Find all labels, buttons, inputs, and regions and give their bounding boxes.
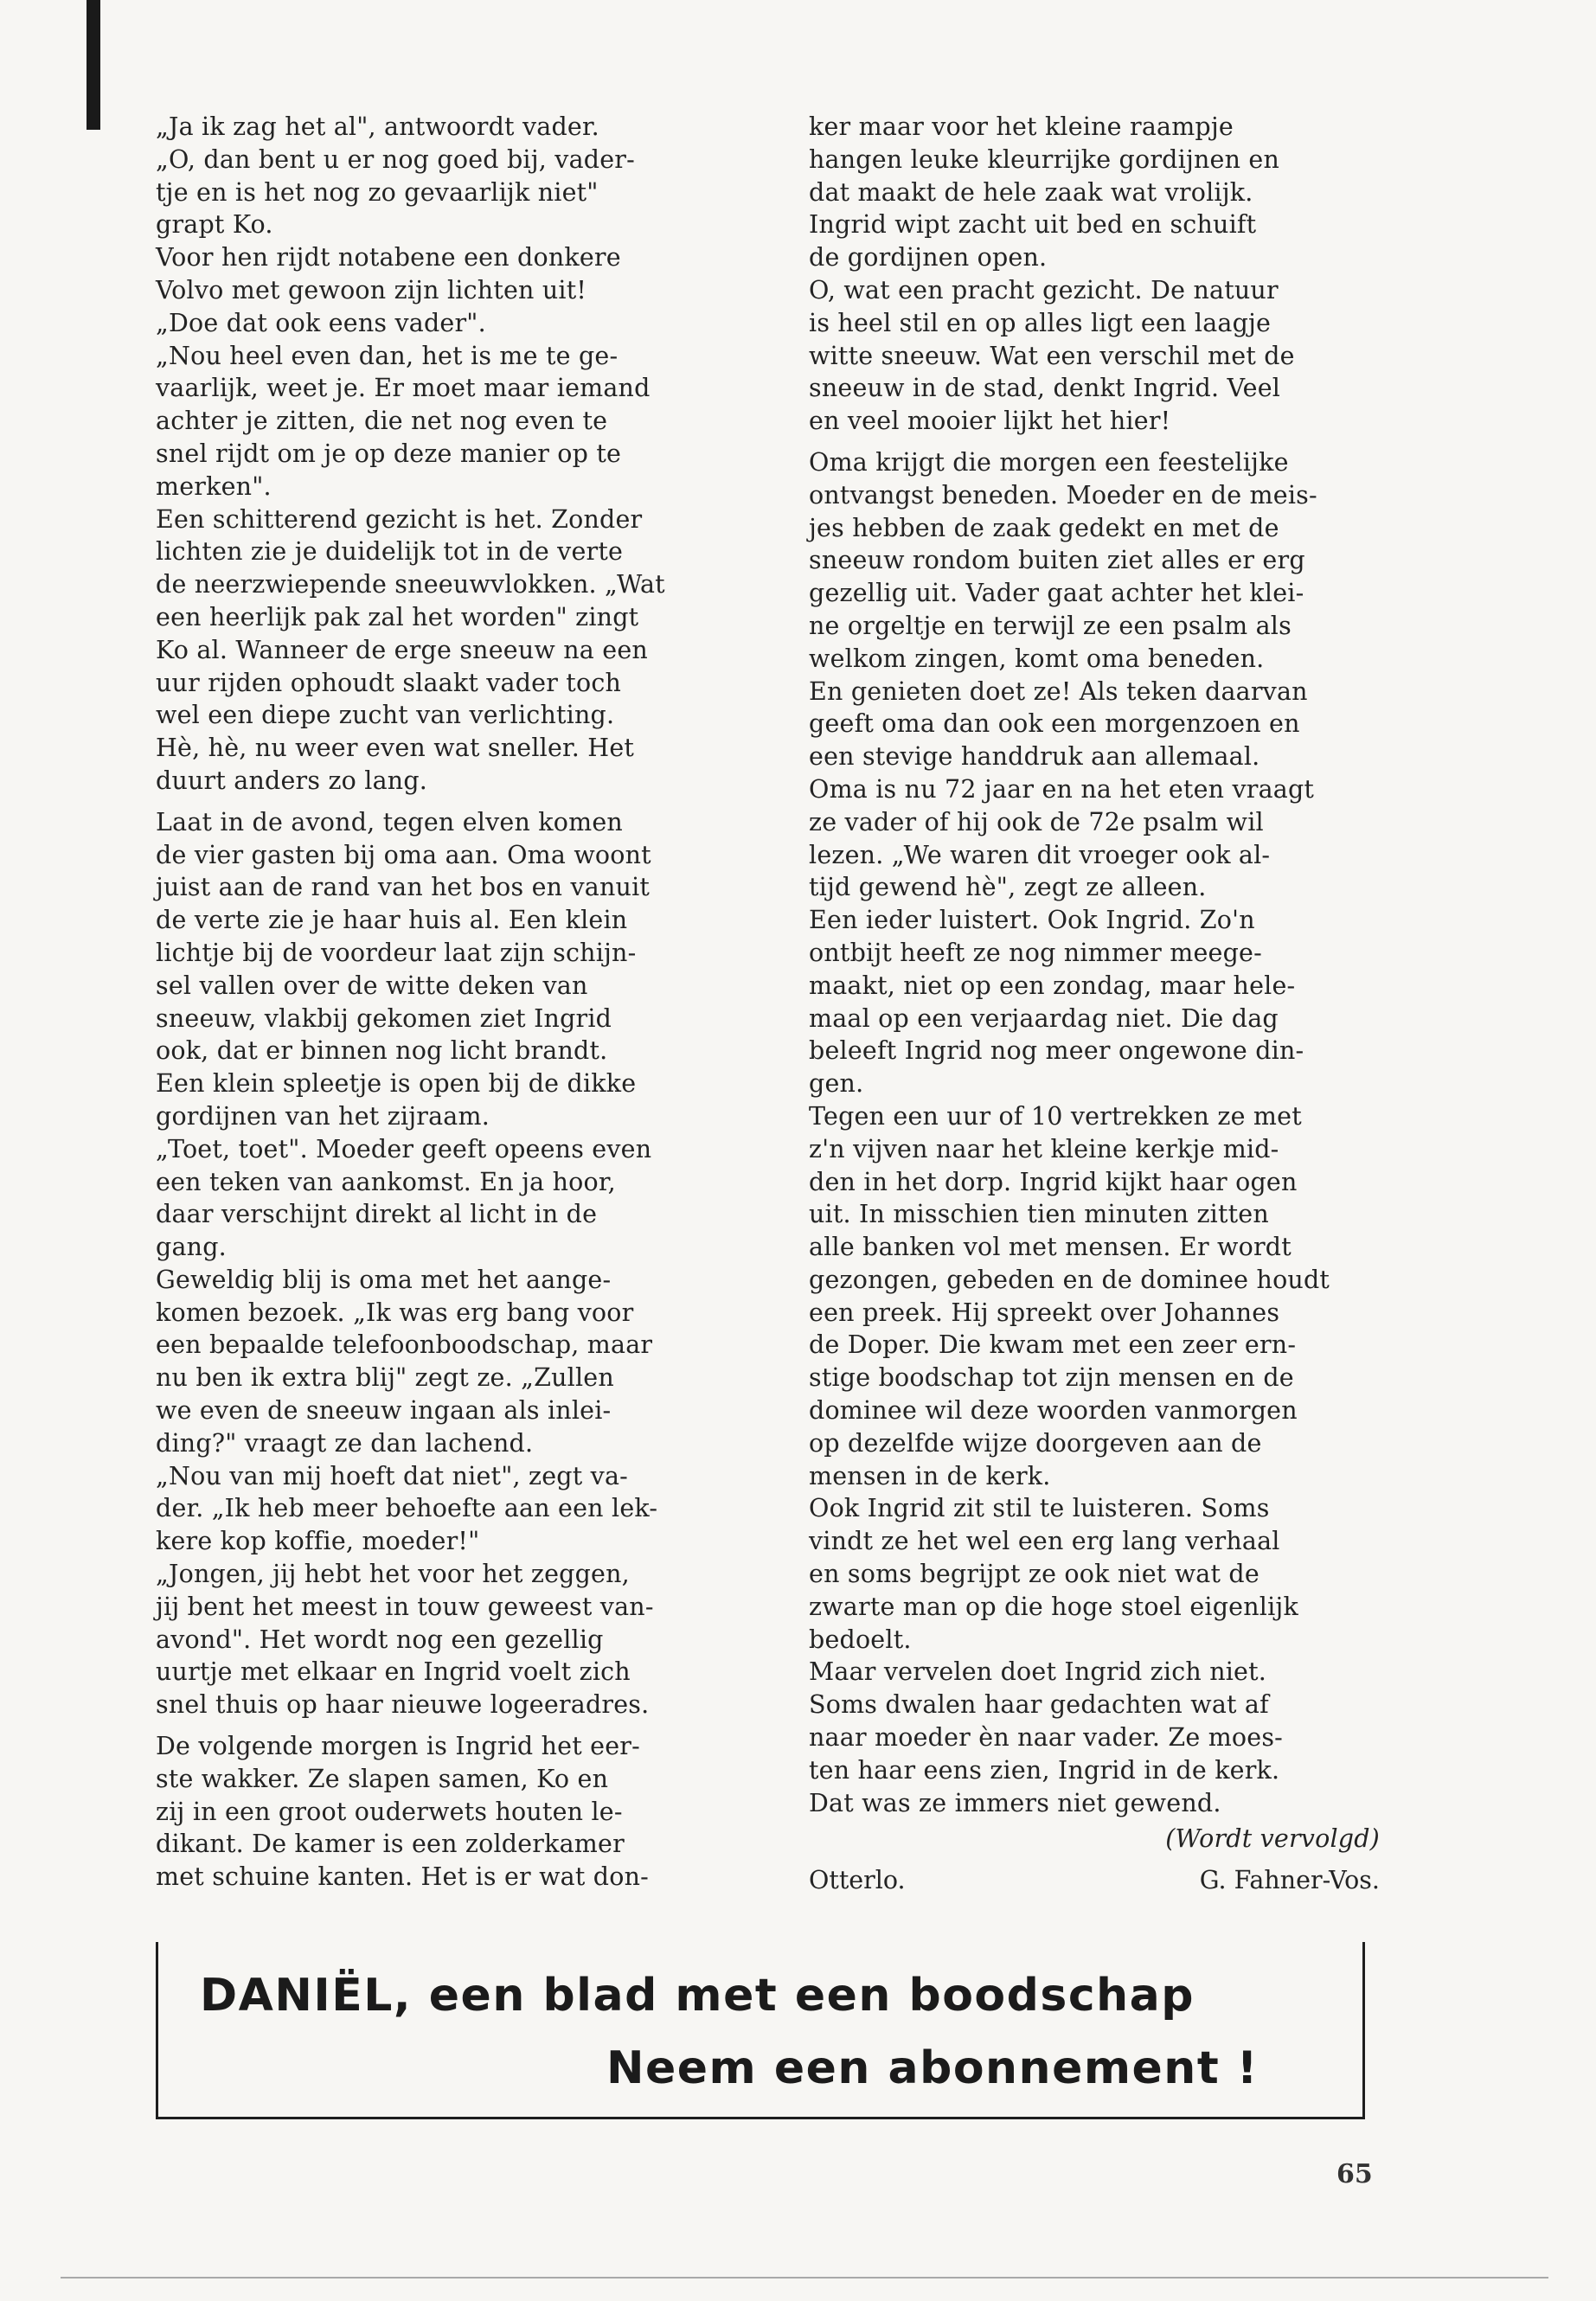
article-paragraph: De volgende morgen is Ingrid het eer- ste wakker. Ze slapen samen, Ko en zij in een groot ouderwets houten le- dikant. De kamer is een zolderkamer met schuine kanten. Het is er wat don- <box>156 1732 649 1892</box>
right-column <box>809 111 1380 1897</box>
article-paragraph: ker maar voor het kleine raampje hangen leuke kleurrijke gordijnen en dat maakt de hele zaak wat vrolijk. Ingrid wipt zacht uit bed en schuift de gordijnen open. O, wat een pracht gezicht. De natuur is heel stil en op alles ligt een laagje witte sneeuw. Wat een verschil met de sneeuw in de stad, denkt Ingrid. Veel en veel mooier lijkt het hier! <box>809 112 1295 436</box>
advertisement-box <box>156 1942 1365 2119</box>
binding-edge-mark <box>87 0 100 130</box>
page-number: 65 <box>1336 2159 1373 2189</box>
advertisement-call-to-action: Neem een abonnement ! <box>606 2042 1259 2094</box>
author-name: G. Fahner-Vos. <box>1199 1866 1380 1895</box>
to-be-continued: (Wordt vervolgd) <box>1165 1824 1380 1854</box>
article-paragraph: „Ja ik zag het al", antwoordt vader. „O, dan bent u er nog goed bij, vader- tje en is het nog zo gevaarlijk niet" grapt Ko. Voor hen rijdt notabene een donkere Volvo met gewoon zijn lichten uit! „Doe dat ook eens vader". „Nou heel even dan, het is me te ge- vaarlijk, weet je. Er moet maar iemand achter je zitten, die net nog even te snel rijdt om je op deze manier op te merken". Een schitterend gezicht is het. Zonder lichten zie je duidelijk tot in de verte de neerzwiepende sneeuwvlokken. „Wat een heerlijk pak zal het worden" zingt Ko al. Wanneer de erge sneeuw na een uur rijden ophoudt slaakt vader toch wel een diepe zucht van verlichting. Hè, hè, nu weer even wat sneller. Het duurt anders zo lang. <box>156 112 665 795</box>
place-name: Otterlo. <box>809 1866 906 1895</box>
advertisement-headline: DANIËL, een blad met een boodschap <box>200 1970 1195 2022</box>
article-paragraph: Laat in de avond, tegen elven komen de vier gasten bij oma aan. Oma woont juist aan de rand van het bos en vanuit de verte zie je haar huis al. Een klein lichtje bij de voordeur laat zijn schijn- sel vallen over de witte deken van sneeuw, vlakbij gekomen ziet Ingrid ook, dat er binnen nog licht brandt. Een klein spleetje is open bij de dikke gordijnen van het zijraam. „Toet, toet". Moeder geeft opeens even een teken van aankomst. En ja hoor, daar verschijnt direkt al licht in de gang. Geweldig blij is oma met het aange- komen bezoek. „Ik was erg bang voor een bepaalde telefoonboodschap, maar nu ben ik extra blij" zegt ze. „Zullen we even de sneeuw ingaan als inlei- ding?" vraagt ze dan lachend. „Nou van mij hoeft dat niet", zegt va- der. „Ik heb meer behoefte aan een lek- kere kop koffie, moeder!" „Jongen, jij hebt het voor het zeggen, jij bent het meest in touw geweest van- avond". Het wordt nog een gezellig uurtje met elkaar en Ingrid voelt zich snel thuis op haar nieuwe logeeradres. <box>156 807 658 1720</box>
article-paragraph: Oma krijgt die morgen een feestelijke ontvangst beneden. Moeder en de meis- jes hebben de zaak gedekt en met de sneeuw rondom buiten ziet alles er erg gezellig uit. Vader gaat achter het klei- ne orgeltje en terwijl ze een psalm als welkom zingen, komt oma beneden. En genieten doet ze! Als teken daarvan geeft oma dan ook een morgenzoen en een stevige handdruk aan allemaal. Oma is nu 72 jaar en na het eten vraagt ze vader of hij ook de 72e psalm wil lezen. „We waren dit vroeger ook al- tijd gewend hè", zegt ze alleen. Een ieder luistert. Ook Ingrid. Zo'n ontbijt heeft ze nog nimmer meege- maakt, niet op een zondag, maar hele- maal op een verjaardag niet. Die dag beleeft Ingrid nog meer ongewone din- gen. Tegen een uur of 10 vertrekken ze met z'n vijven naar het kleine kerkje mid- den in het dorp. Ingrid kijkt haar ogen uit. In misschien tien minuten zitten alle banken vol met mensen. Er wordt gezongen, gebeden en de dominee houdt een preek. Hij spreekt over Johannes de Doper. Die kwam met een zeer ern- stige boodschap tot zijn mensen en de dominee wil deze woorden vanmorgen op dezelfde wijze doorgeven aan de mensen in de kerk. Ook Ingrid zit stil te luisteren. Soms vindt ze het wel een erg lang verhaal en soms begrijpt ze ook niet wat de zwarte man op die hoge stoel eigenlijk bedoelt. Maar vervelen doet Ingrid zich niet. Soms dwalen haar gedachten wat af naar moeder èn naar vader. Ze moes- ten haar eens zien, Ingrid in de kerk. Dat was ze immers niet gewend. <box>809 447 1330 1817</box>
bottom-rule <box>61 2277 1548 2279</box>
signature-line <box>809 1864 1380 1897</box>
left-column <box>156 111 727 1902</box>
